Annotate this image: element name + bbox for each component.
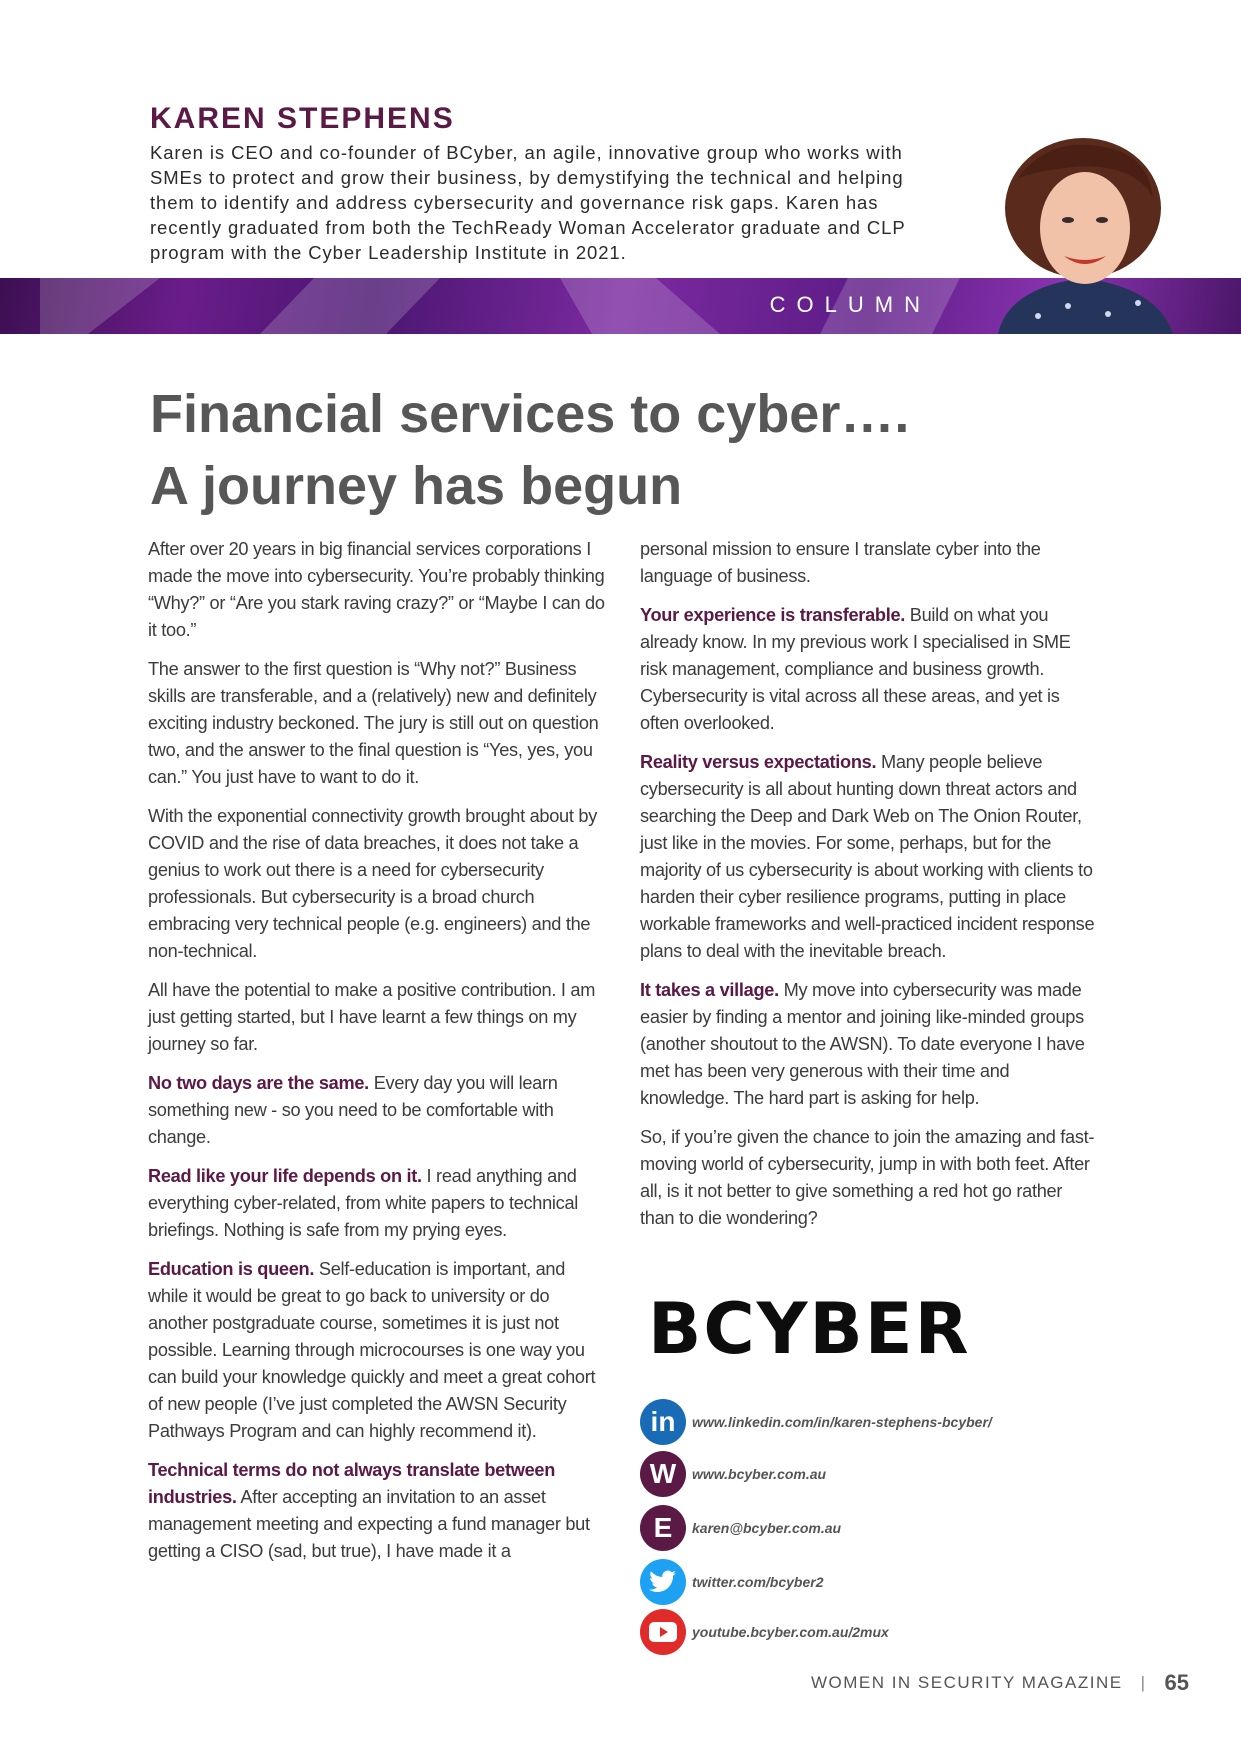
paragraph: personal mission to ensure I translate cyber into the language of business. <box>640 539 1041 586</box>
paragraph-body: Self-education is important, and while it would be great to go back to university or do another postgraduate course, sometimes it is just not possible. Learning through microcourses is one way you can build your knowledge quickly and meet a great cohort of new people (I’ve just completed the AWSN Security Pathways Program and can highly recommend it). <box>148 1259 596 1441</box>
contact-web[interactable] <box>640 1450 826 1498</box>
headline-line-1: Financial services to cyber…. <box>150 384 910 444</box>
author-bio: Karen is CEO and co-founder of BCyber, an agile, innovative group who works with SMEs to protect and grow their business, by demystifying the technical and helping them to identify and address cybersecurity and governance risk gaps. Karen has recently graduated from both the TechReady Woman Accelerator graduate and CLP program with the Cyber Leadership Institute in 2021. <box>150 142 906 263</box>
web-icon: W <box>640 1451 686 1497</box>
paragraph <box>640 602 1100 737</box>
linkedin-link[interactable]: www.linkedin.com/in/karen-stephens-bcyber/ <box>692 1414 992 1430</box>
paragraph <box>148 1163 608 1244</box>
email-link[interactable]: karen@bcyber.com.au <box>692 1520 842 1536</box>
twitter-icon <box>640 1559 686 1605</box>
paragraph: The answer to the first question is “Why not?” Business skills are transferable, and a (relatively) new and definitely exciting industry beckoned. The jury is still out on question two, and the answer to the final question is “Yes, yes, you can.” You just have to want to do it. <box>148 659 599 787</box>
page-number: 65 <box>1164 1670 1189 1695</box>
twitter-link[interactable]: twitter.com/bcyber2 <box>692 1574 824 1590</box>
paragraph-lead: No two days are the same. <box>148 1073 369 1093</box>
paragraph-lead: Technical terms do not always translate between industries. <box>148 1460 556 1507</box>
linkedin-icon: in <box>640 1399 686 1445</box>
contact-twitter[interactable] <box>640 1558 824 1606</box>
headline-line-2: A journey has begun <box>150 456 683 516</box>
paragraph-lead: Reality versus expectations. <box>640 752 877 772</box>
youtube-link[interactable]: youtube.bcyber.com.au/2mux <box>692 1624 889 1640</box>
paragraph-lead: Your experience is transferable. <box>640 605 906 625</box>
paragraph-body: Build on what you already know. In my previous work I specialised in SME risk management, compliance and business growth. Cybersecurity is vital across all these areas, and yet is often overlooked. <box>640 605 1071 733</box>
paragraph-body: My move into cybersecurity was made easier by finding a mentor and joining like-minded groups (another shoutout to the AWSN). To date everyone I have met has been very generous with their time and knowledge. The hard part is asking for help. <box>640 980 1085 1108</box>
column-label: COLUMN <box>769 292 931 317</box>
footer-divider: | <box>1140 1673 1147 1692</box>
contact-youtube[interactable] <box>640 1608 889 1656</box>
paragraph <box>640 749 1100 965</box>
paragraph <box>148 1070 608 1151</box>
paragraph: So, if you’re given the chance to join the amazing and fast-moving world of cybersecurity, jump in with both feet. After all, is it not better to give something a red hot go rather than to die wondering? <box>640 1127 1095 1228</box>
magazine-name: WOMEN IN SECURITY MAGAZINE <box>810 1673 1123 1692</box>
website-link[interactable]: www.bcyber.com.au <box>692 1466 827 1482</box>
author-photo <box>968 138 1198 334</box>
contact-linkedin[interactable] <box>640 1398 992 1446</box>
paragraph <box>148 1256 608 1445</box>
paragraph-lead: Read like your life depends on it. <box>148 1166 422 1186</box>
paragraph-body: Many people believe cybersecurity is all about hunting down threat actors and searching the Deep and Dark Web on The Onion Router, just like in the movies. For some, perhaps, but for the majority of us cybersecurity is about working with clients to harden their cyber resilience programs, putting in place workable frameworks and well-practiced incident response plans to deal with the inevitable breach. <box>640 752 1095 961</box>
contact-email[interactable] <box>640 1504 841 1552</box>
page-footer <box>811 1670 1189 1696</box>
paragraph <box>640 977 1100 1112</box>
paragraph: With the exponential connectivity growth brought about by COVID and the rise of data breaches, it does not take a genius to work out there is a need for cybersecurity professionals. But cybersecurity is a broad church embracing very technical people (e.g. engineers) and the non-technical. <box>148 806 597 961</box>
left-column <box>148 536 608 1577</box>
paragraph: After over 20 years in big financial services corporations I made the move into cybersecurity. You’re probably thinking “Why?” or “Are you stark raving crazy?” or “Maybe I can do it too.” <box>148 539 605 640</box>
paragraph-body: I read anything and everything cyber-related, from white papers to technical briefings. Nothing is safe from my prying eyes. <box>148 1166 579 1240</box>
bcyber-logo: BCYBER <box>648 1288 971 1370</box>
paragraph-lead: It takes a village. <box>640 980 779 1000</box>
paragraph <box>148 1457 608 1565</box>
paragraph-body: After accepting an invitation to an asset management meeting and expecting a fund manager but getting a CISO (sad, but true), I have made it a <box>148 1487 590 1561</box>
paragraph: All have the potential to make a positive contribution. I am just getting started, but I have learnt a few things on my journey so far. <box>148 980 596 1054</box>
paragraph-lead: Education is queen. <box>148 1259 315 1279</box>
youtube-icon <box>640 1609 686 1655</box>
email-icon: E <box>640 1505 686 1551</box>
author-name: KAREN STEPHENS <box>150 102 455 135</box>
right-column <box>640 536 1100 1244</box>
paragraph-body: Every day you will learn something new - so you need to be comfortable with change. <box>148 1073 558 1147</box>
article-headline <box>150 378 1050 522</box>
